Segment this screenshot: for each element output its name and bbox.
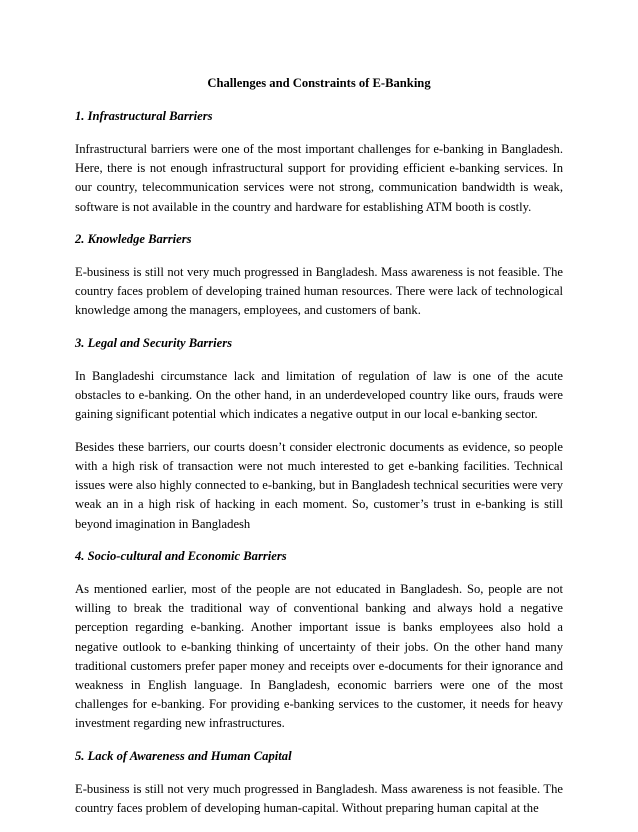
paragraph: In Bangladeshi circumstance lack and limitation of regulation of law is one of the acute obstacles to e-banking. On the other hand, in an underdeveloped country like ours, frauds were gaining significant potential which indicates a negative output in our local e-banking sector. <box>75 368 563 422</box>
section-heading: 1. Infrastructural Barriers <box>75 109 213 124</box>
document-body <box>75 74 563 832</box>
section-heading: 5. Lack of Awareness and Human Capital <box>75 749 292 764</box>
paragraph: As mentioned earlier, most of the people are not educated in Bangladesh. So, people are not willing to break the traditional way of conventional banking and always hold a negative perception regarding e-banking. Another important issue is banks employees also hold a negative outlook to e-banking thinking of uncertainty of their jobs. On the other hand many traditional customers prefer paper money and receipts over e-documents for their ignorance and weakness in English language. In Bangladesh, economic barriers were one of the most challenges for e-banking. For providing e-banking services to the customer, it needs for heavy investment regarding new infrastructures. <box>75 582 563 731</box>
paragraph: Besides these barriers, our courts doesn’t consider electronic documents as evidence, so people with a high risk of transaction were not much interested to get e-banking facilities. Technical issues were also highly connected to e-banking, but in Bangladesh technical securities were very weak an in a high risk of hacking in each moment. So, customer’s trust in e-banking is still beyond imagination in Bangladesh <box>75 439 563 531</box>
section-heading: 3. Legal and Security Barriers <box>75 336 233 351</box>
paragraph: Infrastructural barriers were one of the most important challenges for e-banking in Bangladesh. Here, there is not enough infrastructural support for providing efficient e-banking services. In our country, telecommunication services were not strong, communication bandwidth is weak, software is not available in the country and hardware for establishing ATM booth is costly. <box>75 141 563 214</box>
document-title: Challenges and Constraints of E-Banking <box>207 76 431 90</box>
section-infrastructural-barriers <box>75 107 563 217</box>
section-heading: 2. Knowledge Barriers <box>75 232 192 247</box>
paragraph: E-business is still not very much progressed in Bangladesh. Mass awareness is not feasible. The country faces problem of developing human-capital. Without preparing human capital at the <box>75 781 563 816</box>
section-awareness-human-capital <box>75 747 563 818</box>
section-legal-security-barriers <box>75 334 563 534</box>
section-heading: 4. Socio-cultural and Economic Barriers <box>75 549 287 564</box>
paragraph: E-business is still not very much progressed in Bangladesh. Mass awareness is not feasible. The country faces problem of developing trained human resources. There were lack of technological knowledge among the managers, employees, and customers of bank. <box>75 264 563 318</box>
section-knowledge-barriers <box>75 230 563 320</box>
section-socio-cultural-economic-barriers <box>75 547 563 733</box>
